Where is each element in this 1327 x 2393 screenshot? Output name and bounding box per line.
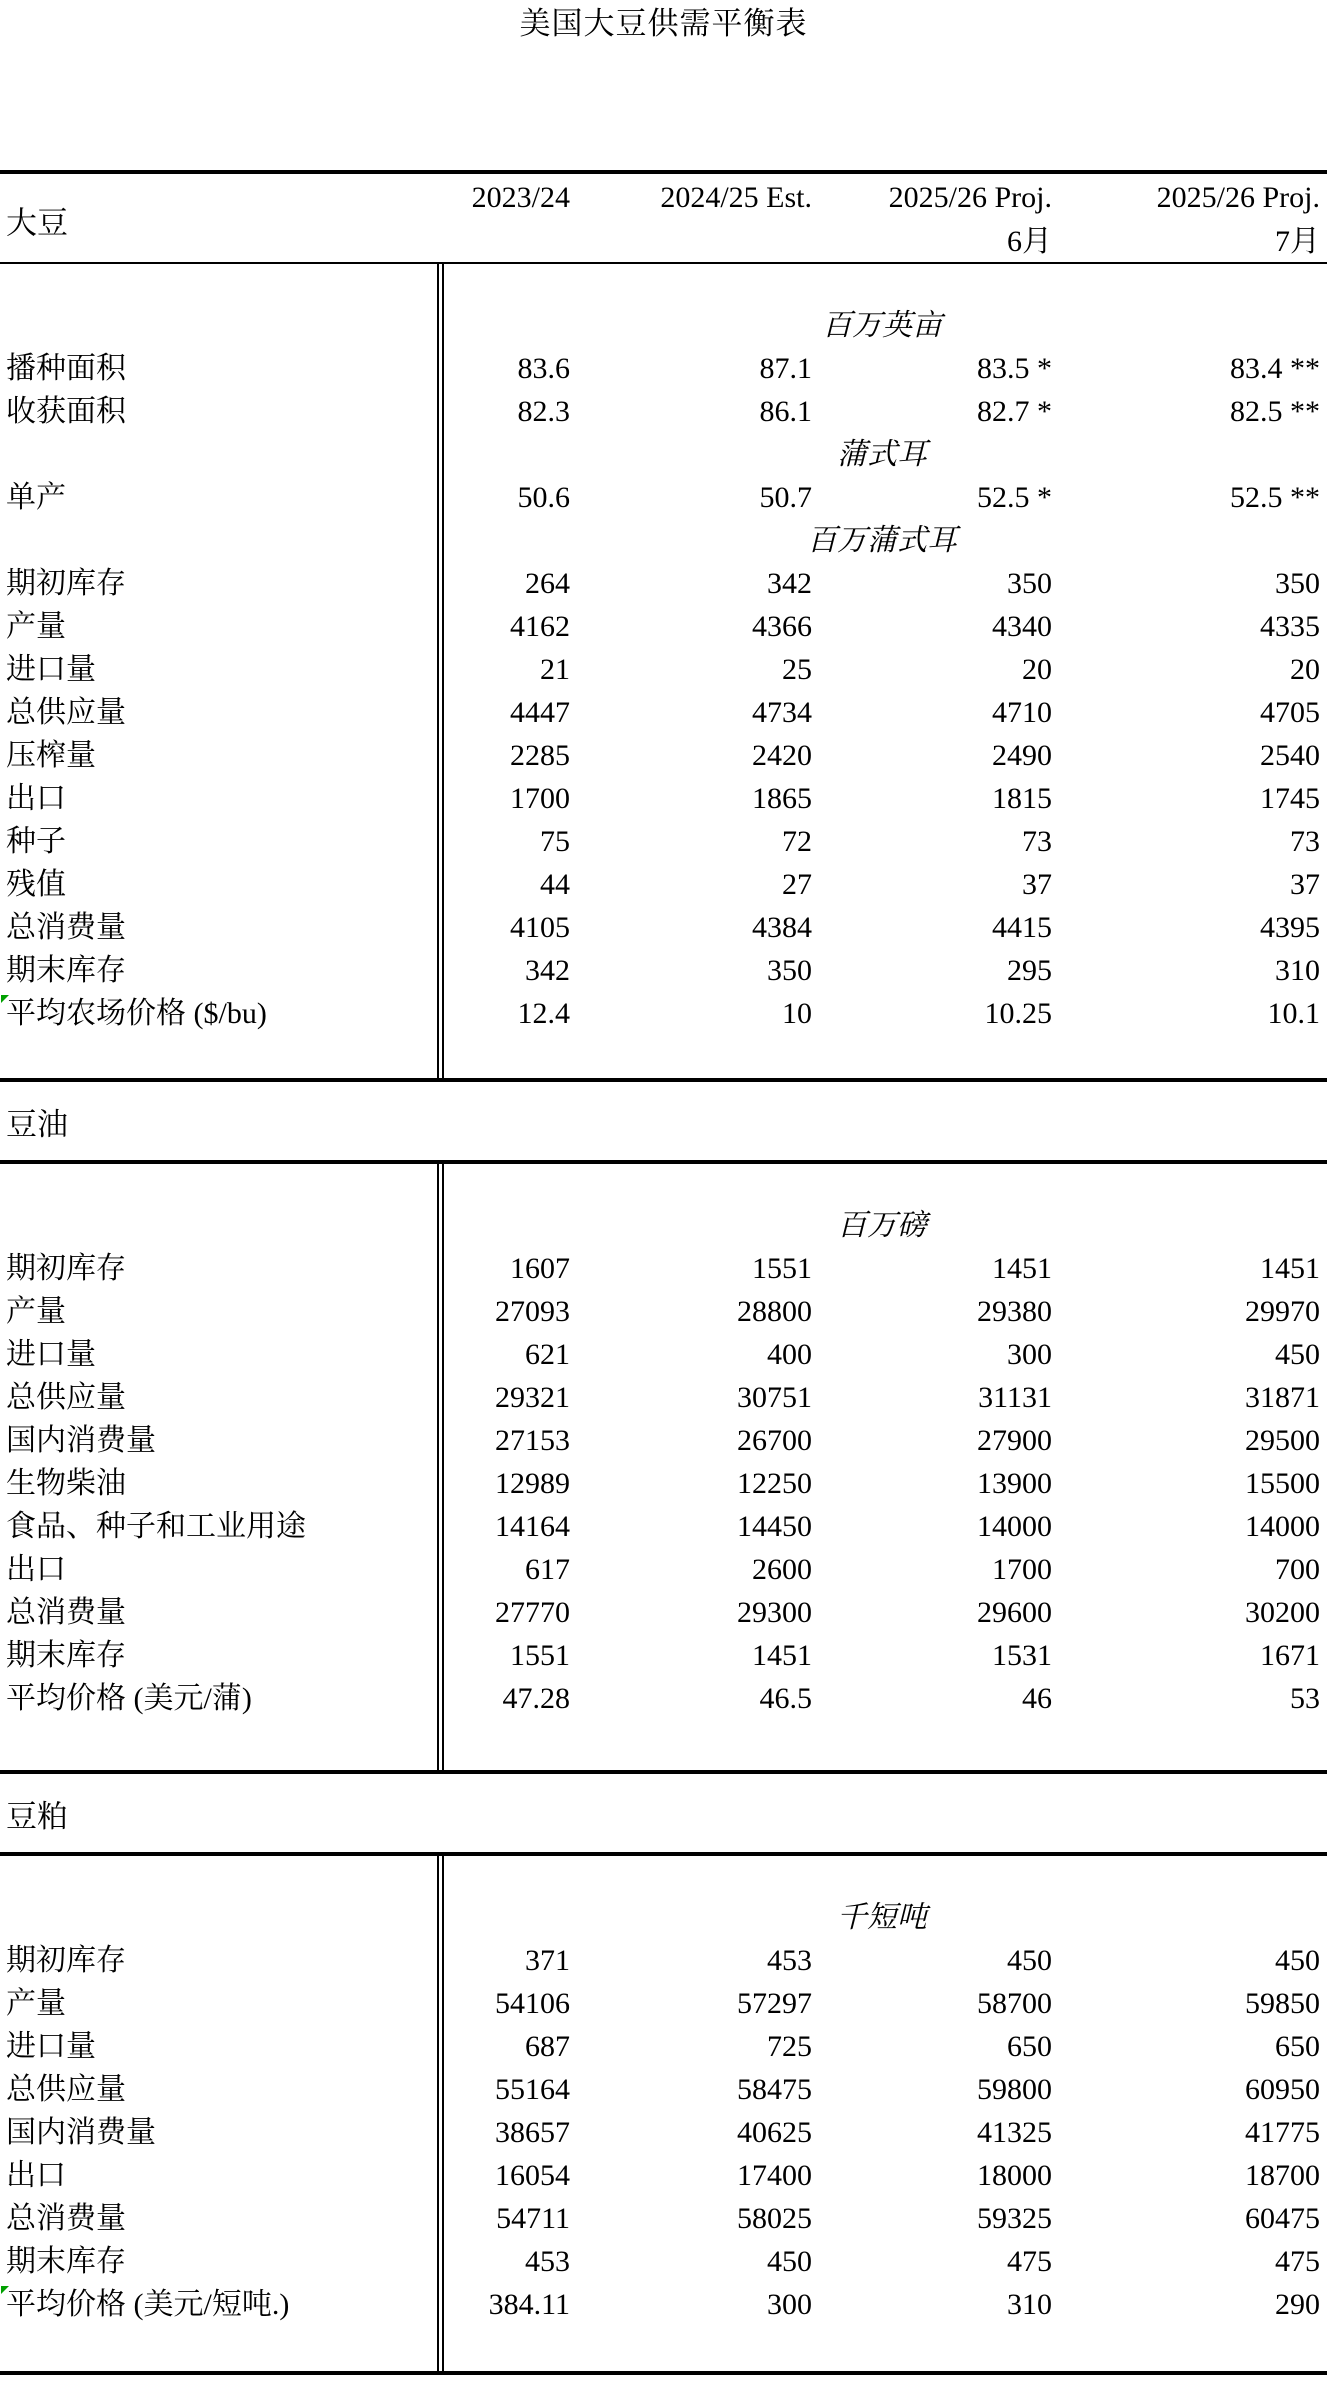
table-row bbox=[0, 347, 1327, 390]
table-row bbox=[0, 2068, 1327, 2111]
section-band-soy-oil bbox=[0, 1082, 1327, 1160]
value-cell: 87.1 bbox=[759, 352, 812, 385]
value-cell: 31131 bbox=[978, 1381, 1052, 1414]
value-cell: 350 bbox=[1007, 567, 1052, 600]
value-cell: 10.1 bbox=[1267, 997, 1320, 1030]
unit-row bbox=[0, 1896, 1327, 1939]
table-row bbox=[0, 2240, 1327, 2283]
row-label: 收获面积 bbox=[6, 395, 126, 428]
value-cell: 2540 bbox=[1260, 739, 1320, 772]
value-cell: 82.5 ** bbox=[1230, 395, 1320, 428]
value-cell: 52.5 ** bbox=[1230, 481, 1320, 514]
row-label: 生物柴油 bbox=[6, 1467, 126, 1500]
table-row bbox=[0, 1982, 1327, 2025]
row-label: 产量 bbox=[6, 1295, 66, 1328]
row-label: 产量 bbox=[6, 1987, 66, 2020]
row-label: 进口量 bbox=[6, 653, 96, 686]
row-label bbox=[0, 1204, 444, 1247]
table-row bbox=[0, 2197, 1327, 2240]
unit-row bbox=[0, 304, 1327, 347]
column-header-row bbox=[0, 174, 1327, 218]
row-label bbox=[0, 433, 444, 476]
table-row bbox=[0, 2283, 1327, 2326]
row-label: 总消费量 bbox=[6, 911, 126, 944]
table-row bbox=[0, 1419, 1327, 1462]
value-cell: 10 bbox=[782, 997, 812, 1030]
value-cell: 295 bbox=[1007, 954, 1052, 987]
value-cell: 4415 bbox=[992, 911, 1052, 944]
row-label: 产量 bbox=[6, 610, 66, 643]
value-cell: 29321 bbox=[495, 1381, 570, 1414]
value-cell: 2420 bbox=[752, 739, 812, 772]
value-cell: 1671 bbox=[1260, 1639, 1320, 1672]
value-cell: 10.25 bbox=[984, 997, 1052, 1030]
row-label: 播种面积 bbox=[6, 352, 126, 385]
value-cell: 40625 bbox=[737, 2116, 812, 2149]
value-cell: 4335 bbox=[1260, 610, 1320, 643]
value-cell: 450 bbox=[767, 2245, 812, 2278]
row-label: 食品、种子和工业用途 bbox=[6, 1510, 306, 1543]
value-cell: 59800 bbox=[977, 2073, 1052, 2106]
value-cell: 650 bbox=[1007, 2030, 1052, 2063]
section-body-soybeans bbox=[0, 264, 1327, 1078]
table-row bbox=[0, 1634, 1327, 1677]
value-cell: 1815 bbox=[992, 782, 1052, 815]
unit-label: 百万英亩 bbox=[822, 309, 942, 342]
row-label: 进口量 bbox=[6, 2030, 96, 2063]
table-row bbox=[0, 1939, 1327, 1982]
cell-error-indicator-icon bbox=[1, 2286, 9, 2294]
value-cell: 41775 bbox=[1245, 2116, 1320, 2149]
value-cell: 342 bbox=[767, 567, 812, 600]
section-title-soy-oil: 豆油 bbox=[6, 1106, 68, 1142]
value-cell: 31871 bbox=[1245, 1381, 1320, 1414]
value-cell: 4710 bbox=[992, 696, 1052, 729]
value-cell: 13900 bbox=[977, 1467, 1052, 1500]
table-row bbox=[0, 605, 1327, 648]
value-cell: 700 bbox=[1275, 1553, 1320, 1586]
row-label: 总消费量 bbox=[6, 2202, 126, 2235]
value-cell: 350 bbox=[1275, 567, 1320, 600]
value-cell: 4162 bbox=[510, 610, 570, 643]
table-row bbox=[0, 390, 1327, 433]
value-cell: 1745 bbox=[1260, 782, 1320, 815]
value-cell: 27093 bbox=[495, 1295, 570, 1328]
table-row bbox=[0, 1677, 1327, 1720]
value-cell: 38657 bbox=[495, 2116, 570, 2149]
unit-row bbox=[0, 1204, 1327, 1247]
value-cell: 290 bbox=[1275, 2288, 1320, 2321]
value-cell: 4395 bbox=[1260, 911, 1320, 944]
value-cell: 14164 bbox=[495, 1510, 570, 1543]
value-cell: 27900 bbox=[977, 1424, 1052, 1457]
value-cell: 450 bbox=[1007, 1944, 1052, 1977]
value-cell: 16054 bbox=[495, 2159, 570, 2192]
row-label: 出口 bbox=[6, 1553, 66, 1586]
value-cell: 384.11 bbox=[488, 2288, 570, 2321]
table-row bbox=[0, 992, 1327, 1035]
value-cell: 450 bbox=[1275, 1338, 1320, 1371]
value-cell: 54711 bbox=[496, 2202, 570, 2235]
table-row bbox=[0, 476, 1327, 519]
table-row bbox=[0, 863, 1327, 906]
value-cell: 1451 bbox=[1260, 1252, 1320, 1285]
row-label: 出口 bbox=[6, 2159, 66, 2192]
row-label: 总消费量 bbox=[6, 1596, 126, 1629]
value-cell: 17400 bbox=[737, 2159, 812, 2192]
unit-label: 百万磅 bbox=[837, 1209, 927, 1242]
value-cell: 300 bbox=[767, 2288, 812, 2321]
row-label: 进口量 bbox=[6, 1338, 96, 1371]
value-cell: 21 bbox=[540, 653, 570, 686]
column-subheader-june: 6月 bbox=[1007, 225, 1052, 258]
table-row bbox=[0, 2025, 1327, 2068]
value-cell: 47.28 bbox=[502, 1682, 570, 1715]
value-cell: 60950 bbox=[1245, 2073, 1320, 2106]
section-band-soy-meal bbox=[0, 1774, 1327, 1852]
value-cell: 15500 bbox=[1245, 1467, 1320, 1500]
table-row bbox=[0, 1591, 1327, 1634]
value-cell: 371 bbox=[525, 1944, 570, 1977]
value-cell: 12250 bbox=[737, 1467, 812, 1500]
row-label: 国内消费量 bbox=[6, 2116, 156, 2149]
value-cell: 650 bbox=[1275, 2030, 1320, 2063]
value-cell: 58475 bbox=[737, 2073, 812, 2106]
section-body-soy-oil bbox=[0, 1164, 1327, 1770]
value-cell: 1531 bbox=[992, 1639, 1052, 1672]
value-cell: 83.6 bbox=[517, 352, 570, 385]
value-cell: 1865 bbox=[752, 782, 812, 815]
table-row bbox=[0, 906, 1327, 949]
value-cell: 725 bbox=[767, 2030, 812, 2063]
value-cell: 58025 bbox=[737, 2202, 812, 2235]
value-cell: 453 bbox=[525, 2245, 570, 2278]
value-cell: 12.4 bbox=[517, 997, 570, 1030]
section-title-soy-meal: 豆粕 bbox=[6, 1798, 68, 1834]
value-cell: 1551 bbox=[752, 1252, 812, 1285]
row-label: 总供应量 bbox=[6, 2073, 126, 2106]
value-cell: 30751 bbox=[737, 1381, 812, 1414]
value-cell: 46.5 bbox=[759, 1682, 812, 1715]
unit-row bbox=[0, 519, 1327, 562]
value-cell: 2600 bbox=[752, 1553, 812, 1586]
value-cell: 687 bbox=[525, 2030, 570, 2063]
value-cell: 12989 bbox=[495, 1467, 570, 1500]
value-cell: 621 bbox=[525, 1338, 570, 1371]
value-cell: 27 bbox=[782, 868, 812, 901]
row-label: 期末库存 bbox=[6, 954, 126, 987]
value-cell: 4705 bbox=[1260, 696, 1320, 729]
row-label bbox=[0, 1896, 444, 1939]
table-row bbox=[0, 2111, 1327, 2154]
table-row bbox=[0, 1505, 1327, 1548]
value-cell: 4447 bbox=[510, 696, 570, 729]
table-row bbox=[0, 949, 1327, 992]
value-cell: 57297 bbox=[737, 1987, 812, 2020]
value-cell: 41325 bbox=[977, 2116, 1052, 2149]
value-cell: 75 bbox=[540, 825, 570, 858]
value-cell: 72 bbox=[782, 825, 812, 858]
value-cell: 83.5 * bbox=[977, 352, 1052, 385]
value-cell: 310 bbox=[1275, 954, 1320, 987]
document-title: 美国大豆供需平衡表 bbox=[519, 6, 808, 41]
table-row bbox=[0, 777, 1327, 820]
value-cell: 453 bbox=[767, 1944, 812, 1977]
value-cell: 50.6 bbox=[517, 481, 570, 514]
row-label: 残值 bbox=[6, 868, 66, 901]
row-label: 期初库存 bbox=[6, 1944, 126, 1977]
value-cell: 1700 bbox=[992, 1553, 1052, 1586]
column-header-2025-26-jul: 2025/26 Proj. bbox=[1156, 181, 1320, 214]
value-cell: 29380 bbox=[977, 1295, 1052, 1328]
row-label: 期末库存 bbox=[6, 2245, 126, 2278]
row-label: 平均农场价格 ($/bu) bbox=[6, 997, 267, 1030]
row-label: 平均价格 (美元/短吨.) bbox=[6, 2288, 290, 2321]
table-row bbox=[0, 562, 1327, 605]
value-cell: 20 bbox=[1290, 653, 1320, 686]
table-row bbox=[0, 1548, 1327, 1591]
value-cell: 475 bbox=[1007, 2245, 1052, 2278]
value-cell: 60475 bbox=[1245, 2202, 1320, 2235]
value-cell: 26700 bbox=[737, 1424, 812, 1457]
value-cell: 37 bbox=[1290, 868, 1320, 901]
column-header-2024-25: 2024/25 Est. bbox=[660, 181, 812, 214]
row-label: 国内消费量 bbox=[6, 1424, 156, 1457]
value-cell: 4366 bbox=[752, 610, 812, 643]
value-cell: 30200 bbox=[1245, 1596, 1320, 1629]
value-cell: 342 bbox=[525, 954, 570, 987]
value-cell: 617 bbox=[525, 1553, 570, 1586]
cell-error-indicator-icon bbox=[1, 995, 9, 1003]
value-cell: 2490 bbox=[992, 739, 1052, 772]
value-cell: 4384 bbox=[752, 911, 812, 944]
table-row bbox=[0, 1290, 1327, 1333]
table-row bbox=[0, 734, 1327, 777]
value-cell: 4105 bbox=[510, 911, 570, 944]
table-row bbox=[0, 691, 1327, 734]
table-header bbox=[0, 174, 1327, 262]
row-label: 出口 bbox=[6, 782, 66, 815]
column-subheader-row bbox=[0, 218, 1327, 262]
row-label: 平均价格 (美元/蒲) bbox=[6, 1682, 252, 1715]
value-cell: 29600 bbox=[977, 1596, 1052, 1629]
value-cell: 450 bbox=[1275, 1944, 1320, 1977]
value-cell: 1451 bbox=[752, 1639, 812, 1672]
value-cell: 18000 bbox=[977, 2159, 1052, 2192]
value-cell: 37 bbox=[1022, 868, 1052, 901]
value-cell: 14000 bbox=[1245, 1510, 1320, 1543]
value-cell: 4340 bbox=[992, 610, 1052, 643]
table-bottom-rule bbox=[0, 2371, 1327, 2375]
row-label: 期初库存 bbox=[6, 567, 126, 600]
column-header-2025-26-jun: 2025/26 Proj. bbox=[888, 181, 1052, 214]
row-label: 单产 bbox=[6, 481, 66, 514]
value-cell: 310 bbox=[1007, 2288, 1052, 2321]
column-header-2023-24: 2023/24 bbox=[471, 181, 570, 214]
value-cell: 1451 bbox=[992, 1252, 1052, 1285]
unit-label: 百万蒲式耳 bbox=[807, 524, 957, 557]
value-cell: 475 bbox=[1275, 2245, 1320, 2278]
value-cell: 83.4 ** bbox=[1230, 352, 1320, 385]
value-cell: 52.5 * bbox=[977, 481, 1052, 514]
row-label bbox=[0, 304, 444, 347]
value-cell: 29970 bbox=[1245, 1295, 1320, 1328]
value-cell: 14000 bbox=[977, 1510, 1052, 1543]
value-cell: 29500 bbox=[1245, 1424, 1320, 1457]
value-cell: 14450 bbox=[737, 1510, 812, 1543]
value-cell: 44 bbox=[540, 868, 570, 901]
row-label: 期末库存 bbox=[6, 1639, 126, 1672]
value-cell: 1607 bbox=[510, 1252, 570, 1285]
value-cell: 4734 bbox=[752, 696, 812, 729]
table-row bbox=[0, 1462, 1327, 1505]
value-cell: 54106 bbox=[495, 1987, 570, 2020]
value-cell: 400 bbox=[767, 1338, 812, 1371]
value-cell: 46 bbox=[1022, 1682, 1052, 1715]
value-cell: 20 bbox=[1022, 653, 1052, 686]
table-row bbox=[0, 648, 1327, 691]
value-cell: 82.7 * bbox=[977, 395, 1052, 428]
column-subheader-july: 7月 bbox=[1275, 225, 1320, 258]
value-cell: 58700 bbox=[977, 1987, 1052, 2020]
row-label: 压榨量 bbox=[6, 739, 96, 772]
value-cell: 27770 bbox=[495, 1596, 570, 1629]
value-cell: 18700 bbox=[1245, 2159, 1320, 2192]
value-cell: 29300 bbox=[737, 1596, 812, 1629]
unit-row bbox=[0, 433, 1327, 476]
row-label bbox=[0, 519, 444, 562]
row-label: 期初库存 bbox=[6, 1252, 126, 1285]
section-title-soybeans: 大豆 bbox=[6, 205, 68, 241]
value-cell: 59325 bbox=[977, 2202, 1052, 2235]
row-label: 总供应量 bbox=[6, 696, 126, 729]
value-cell: 50.7 bbox=[759, 481, 812, 514]
value-cell: 25 bbox=[782, 653, 812, 686]
value-cell: 86.1 bbox=[759, 395, 812, 428]
value-cell: 53 bbox=[1290, 1682, 1320, 1715]
section-body-soy-meal bbox=[0, 1856, 1327, 2371]
table-row bbox=[0, 820, 1327, 863]
value-cell: 73 bbox=[1290, 825, 1320, 858]
table-row bbox=[0, 1376, 1327, 1419]
table-row bbox=[0, 1333, 1327, 1376]
value-cell: 264 bbox=[525, 567, 570, 600]
table-row bbox=[0, 2154, 1327, 2197]
row-label: 总供应量 bbox=[6, 1381, 126, 1414]
value-cell: 82.3 bbox=[517, 395, 570, 428]
balance-sheet-table bbox=[0, 170, 1327, 2375]
row-label: 种子 bbox=[6, 825, 66, 858]
value-cell: 27153 bbox=[495, 1424, 570, 1457]
value-cell: 55164 bbox=[495, 2073, 570, 2106]
table-row bbox=[0, 1247, 1327, 1290]
value-cell: 350 bbox=[767, 954, 812, 987]
value-cell: 1700 bbox=[510, 782, 570, 815]
unit-label: 千短吨 bbox=[837, 1901, 927, 1934]
unit-label: 蒲式耳 bbox=[837, 438, 927, 471]
value-cell: 1551 bbox=[510, 1639, 570, 1672]
value-cell: 28800 bbox=[737, 1295, 812, 1328]
value-cell: 59850 bbox=[1245, 1987, 1320, 2020]
value-cell: 73 bbox=[1022, 825, 1052, 858]
value-cell: 300 bbox=[1007, 1338, 1052, 1371]
value-cell: 2285 bbox=[510, 739, 570, 772]
